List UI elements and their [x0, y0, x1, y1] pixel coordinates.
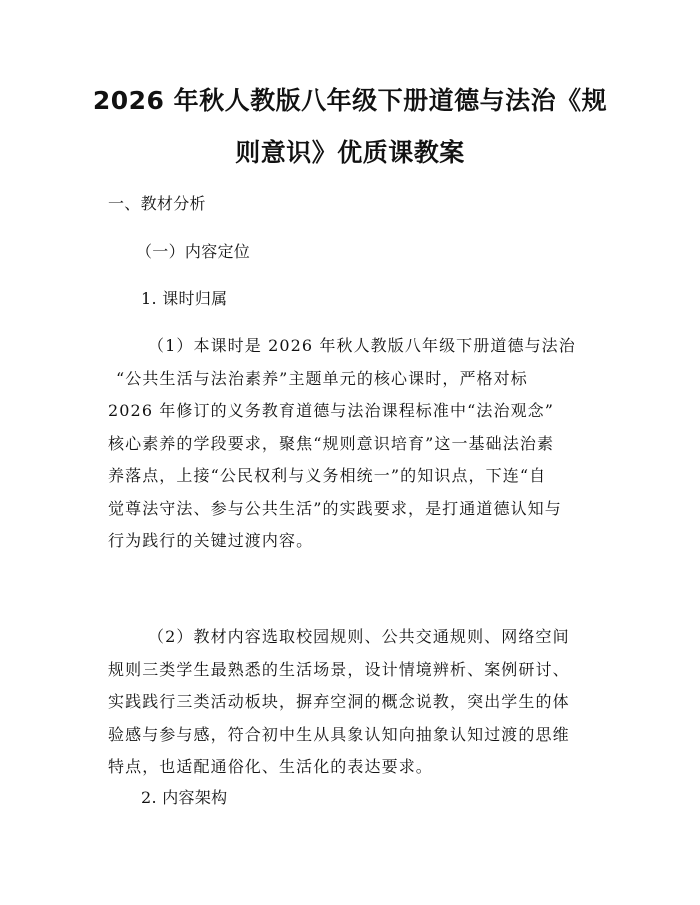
item-heading-content-structure: 2. 内容架构: [141, 788, 228, 807]
subsection-heading-content-positioning: （一）内容定位: [136, 242, 251, 261]
paragraph-line: 特点，也适配通俗化、生活化的表达要求。: [108, 757, 433, 776]
paragraph-lesson-attribution-1: [108, 330, 600, 558]
paragraph-line: 养落点，上接“公民权利与义务相统一”的知识点，下连“自: [108, 466, 547, 485]
paragraph-line: 核心素养的学段要求，聚焦“规则意识培育”这一基础法治素: [108, 433, 555, 453]
paragraph-line: 觉尊法守法、参与公共生活”的实践要求，是打通道德认知与: [108, 498, 562, 518]
paragraph-line: （2）教材内容选取校园规则、公共交通规则、网络空间: [148, 627, 570, 646]
paragraph-line: 验感与参与感，符合初中生从具象认知向抽象认知过渡的思维: [108, 724, 570, 744]
paragraph-line: 规则三类学生最熟悉的生活场景，设计情境辨析、案例研讨、: [108, 659, 570, 679]
paragraph-line: 实践践行三类活动板块，摒弃空洞的概念说教，突出学生的体: [108, 692, 570, 711]
item-heading-lesson-attribution: 1. 课时归属: [141, 289, 228, 308]
paragraph-line: 2026 年修订的义务教育道德与法治课程标准中“法治观念”: [108, 401, 555, 420]
section-heading-textbook-analysis: 一、教材分析: [108, 194, 206, 213]
paragraph-line: （1）本课时是 2026 年秋人教版八年级下册道德与法治: [148, 336, 576, 355]
document-title-line-2: 则意识》优质课教案: [235, 138, 465, 167]
paragraph-line: “公共生活与法治素养”主题单元的核心课时，严格对标: [116, 368, 528, 388]
document-title-line-1: 2026 年秋人教版八年级下册道德与法治《规: [92, 86, 608, 115]
paragraph-line: 行为践行的关键过渡内容。: [108, 531, 314, 550]
paragraph-lesson-attribution-2: [108, 621, 600, 784]
